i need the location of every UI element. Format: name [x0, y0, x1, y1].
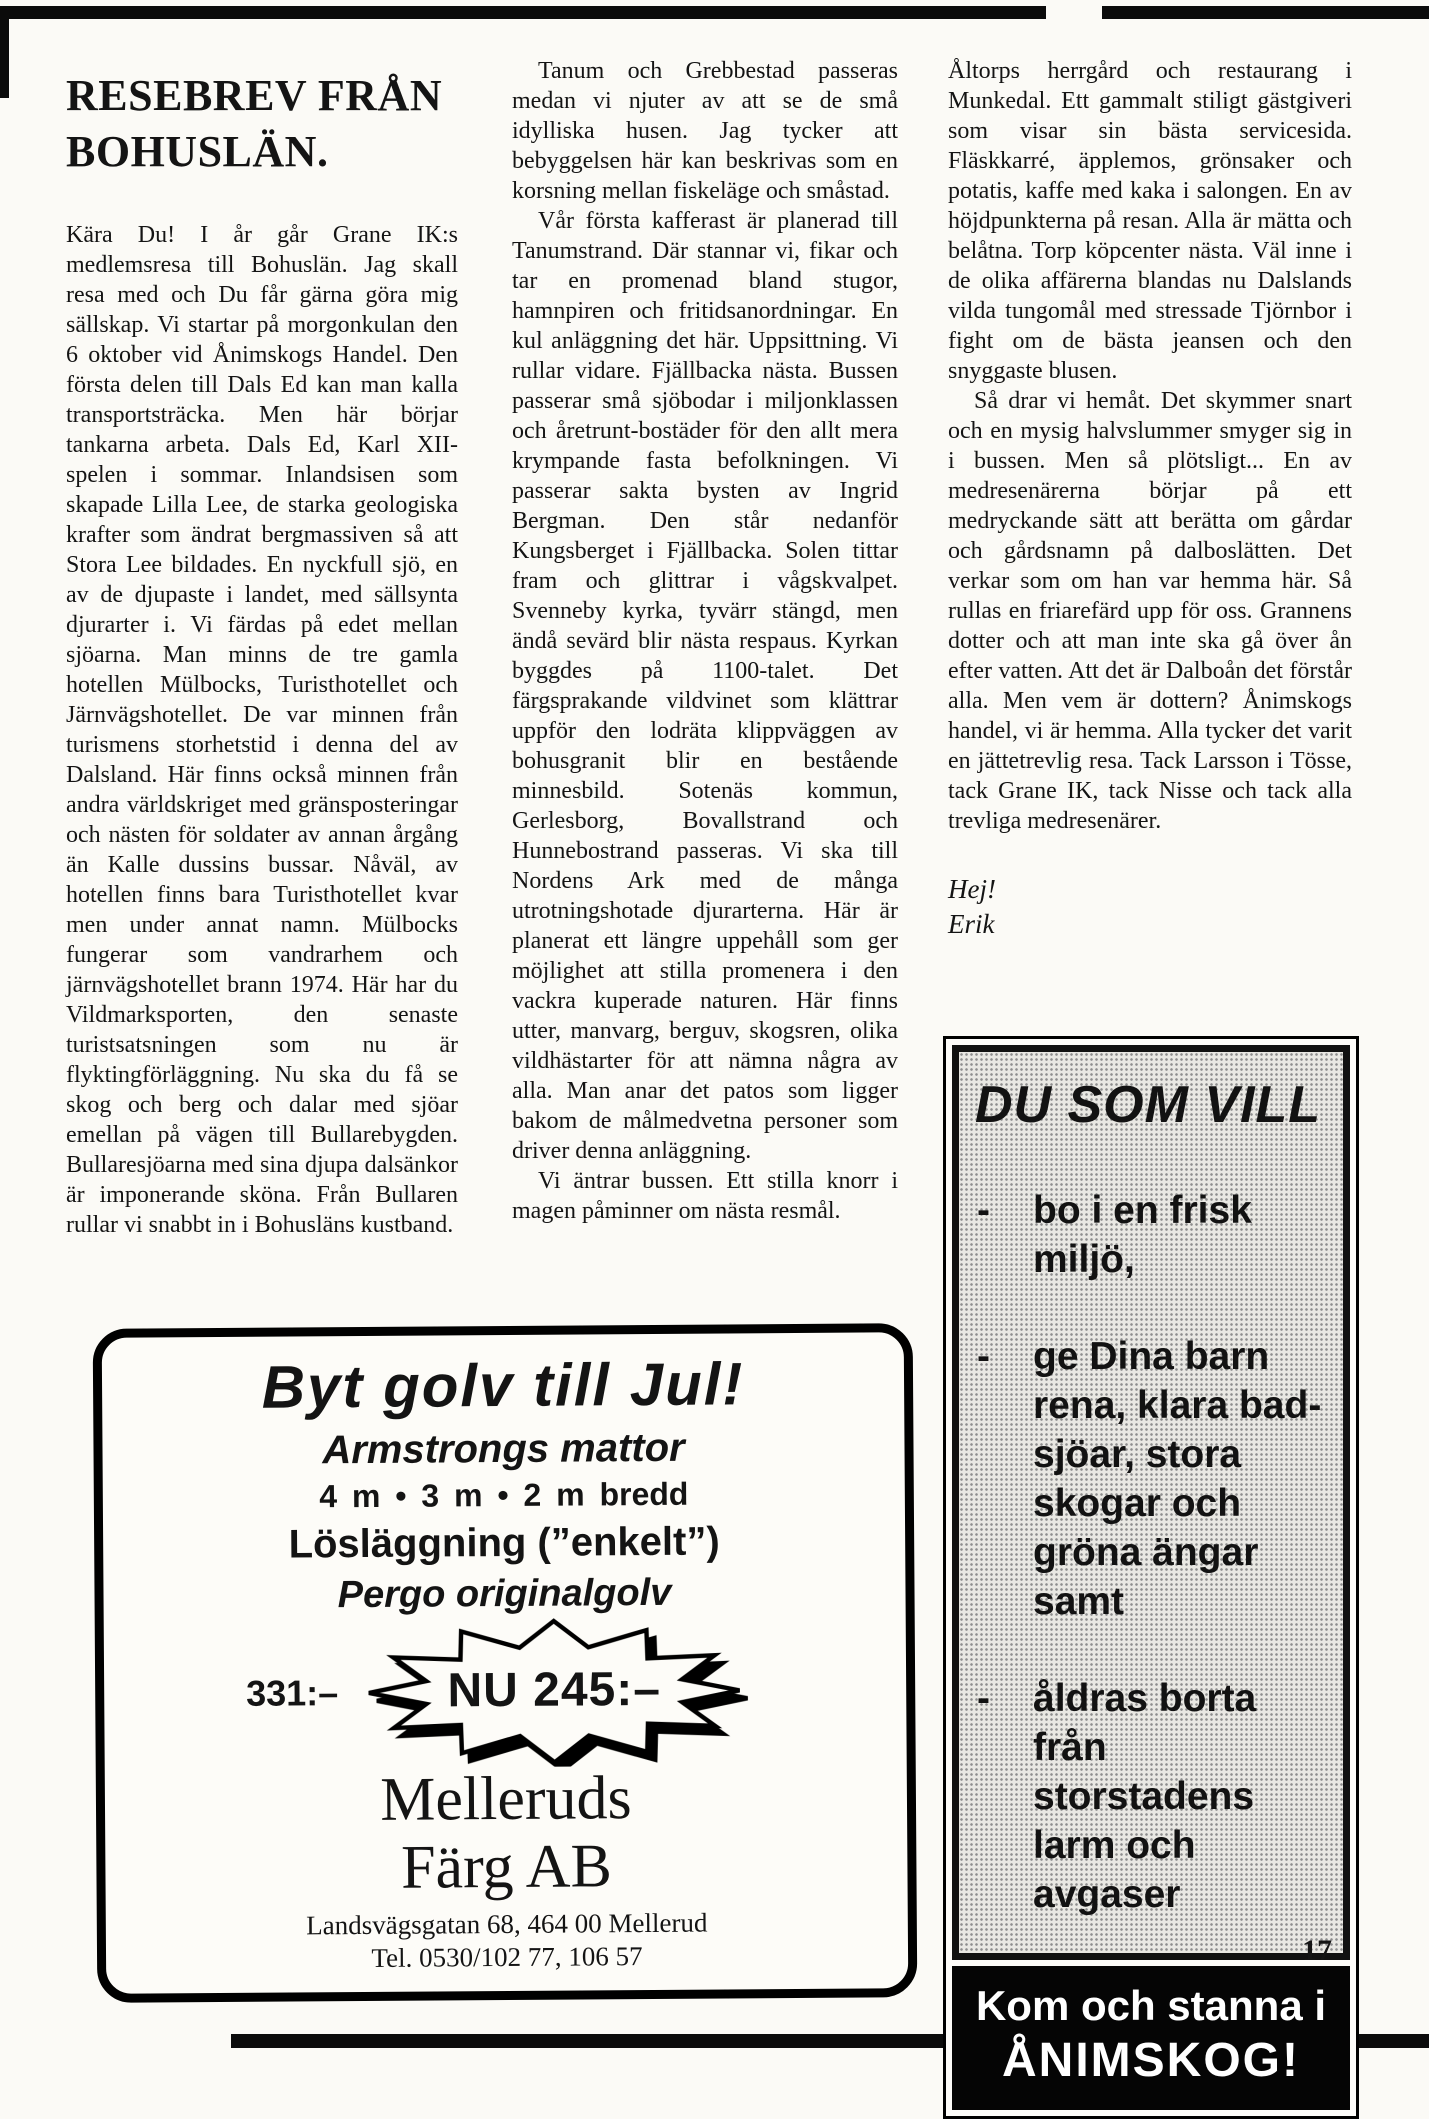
golv-ad-subline-1: Armstrongs mattor — [322, 1425, 685, 1473]
golv-ad-headline: Byt golv till Jul! — [261, 1350, 745, 1421]
article-paragraph: Tanum och Grebbestad passeras medan vi njuter av att se de små idylliska husen. Jag tycker att bebyggelsen här kan beskrivas som en korsning mellan fiskeläge och småstad. — [512, 58, 898, 204]
banner-line-1: Kom och stanna i — [975, 1982, 1327, 2029]
article-paragraph: Vi äntrar bussen. Ett stilla knorr i magen påminner om nästa resmål. — [512, 1168, 898, 1224]
price-starburst — [344, 1615, 765, 1768]
article-title-line-1: RESEBREV FRÅN — [66, 71, 443, 120]
article-column-2 — [512, 56, 898, 1226]
article-title-line-2: BOHUSLÄN. — [66, 127, 329, 176]
animskog-ad-bullet-3 — [969, 1674, 1327, 1919]
bullet-text: åldras borta från storstadens larm och avgaser — [1033, 1677, 1257, 1916]
article-paragraph: Så drar vi hemåt. Det skymmer snart och en mysig halvslummer smyger sig in i bussen. Men så plötsligt... En av medresenärerna börjar på ett medryckande sätt att berätta om gårdar och gårdsnamn på dalboslätten. Det verkar som om han var hemma här. Så rullas en friarefärd upp för oss. Grannens dotter och att man inte ska gå över ån efter vatten. Att det är Dalboån det förstår alla. Men vem är dottern? Ånimskogs handel, vi är hemma. Alla tycker det varit en jättetrevlig resa. Tack Larsson i Tösse, tack Grane IK, tack Nisse och tack alla trevliga medresenärer. — [948, 388, 1352, 834]
company-address: Landsvägsgatan 68, 464 00 Mellerud — [306, 1907, 708, 1941]
animskog-ad-title: DU SOM VILL — [974, 1076, 1322, 1134]
bullet-text: ge Dina barn rena, klara badsjöar, stora skogar och gröna ängar samt — [1033, 1335, 1322, 1623]
left-edge-scan-mark — [0, 10, 9, 98]
article-paragraph: Vår första kafferast är planerad till Tanumstrand. Där stannar vi, fikar och tar en promenad bland stugor, hamnpiren och fritidsanordningar. En kul anläggning det här. Uppsittning. Vi rullar vidare. Fjällbacka nästa. Bussen passerar små sjöbodar i miljonklassen och åretrunt-bostäder för den allt mera krympande fasta befolkningen. Vi passerar sakta bysten av Ingrid Bergman. Den står nedanför Kungsberget i Fjällbacka. Solen tittar fram och glittrar i vågskvalpet. Svenneby kyrka, tyvärr stängd, men ändå sevärd blir nästa respaus. Kyrkan byggdes på 1100-talet. Det färgsprakande vildvinet som klättrar uppför den lodräta klippväggen av bohusgranit blir en bestående minnesbild. Sotenäs kommun, Gerlesborg, Bovallstrand och Hunnebostrand passeras. Vi ska till Nordens Ark med de många utrotningshotade djurarterna. Här är planerat ett längre uppehåll som ger möjlighet att stilla promenera i den vackra kuperade naturen. Här finns utter, manvarg, berguv, skogsren, olika vildhästarter för att nämna några av alla. Man anar det patos som ligger bakom de målmedvetna personer som driver denna anläggning. — [512, 208, 898, 1164]
animskog-ad-body — [959, 1052, 1343, 1953]
animskog-ad-bullet-1 — [969, 1186, 1327, 1284]
banner-line-2: ÅNIMSKOG! — [1002, 2034, 1300, 2087]
bullet-dash: - — [977, 1335, 990, 1378]
animskog-ad-banner — [952, 1966, 1350, 2110]
page-number: 17 — [1302, 1934, 1332, 1967]
golv-ad-frame — [93, 1323, 918, 2003]
article-column-3 — [948, 56, 1352, 942]
golv-ad-subline-4: Pergo originalgolv — [337, 1571, 672, 1617]
bullet-text: bo i en frisk miljö, — [1033, 1189, 1252, 1281]
golv-ad-subline-3: Lösläggning (”enkelt”) — [288, 1519, 720, 1567]
article-paragraph: Åltorps herrgård och restaurang i Munkedal. Ett gammalt stiligt gästgiveri som visar sin bästa servicesida. Fläskkarré, äpplemos, grönsaker och potatis, kaffe med kaka i salongen. En av höjdpunkterna på resan. Alla är mätta och belåtna. Torp köpcenter nästa. Väl inne i de olika affärerna blandas nu Dalslands vilda tungomål med stressade Tjörnbor i fight om de bästa jeansen och den snyggaste blusen. — [948, 58, 1352, 384]
bullet-dash: - — [977, 1677, 990, 1720]
animskog-ad — [943, 1036, 1359, 2119]
company-name-line-2: Färg AB — [400, 1832, 613, 1902]
article-title — [66, 68, 458, 180]
bullet-dash: - — [977, 1189, 990, 1232]
article-signature — [948, 872, 1352, 942]
signature-greeting: Hej! — [948, 874, 996, 904]
animskog-ad-inner-frame — [952, 1045, 1350, 1960]
company-phone: Tel. 0530/102 77, 106 57 — [371, 1941, 643, 1973]
company-name-line-1: Melleruds — [380, 1764, 632, 1834]
top-scan-bar-notch — [1046, 5, 1102, 20]
golv-ad-price-row — [114, 1614, 897, 1769]
old-price: 331:– — [246, 1672, 339, 1714]
animskog-ad-bullet-2 — [969, 1332, 1327, 1626]
animskog-ad-frame — [943, 1036, 1359, 2119]
golv-ad-subline-2: 4 m • 3 m • 2 m bredd — [319, 1475, 689, 1515]
golv-ad — [95, 1326, 915, 2000]
signature-name: Erik — [948, 909, 995, 939]
article-paragraph: Kära Du! I år går Grane IK:s medlemsresa till Bohuslän. Jag skall resa med och Du får gärna göra mig sällskap. Vi startar på morgonkulan den 6 oktober vid Ånimskogs Handel. Den första delen till Dals Ed kan man kalla transportsträcka. Men här börjar tankarna arbeta. Dals Ed, Karl XII-spelen i sommar. Inlandsisen som skapade Lilla Lee, de starka geologiska krafter som ändrat bergmassiven så att Stora Lee bildades. En nyckfull sjö, en av de djupaste i landet, med sällsynta djurarter i. Vi färdas på edet mellan sjöarna. Man minns de tre gamla hotellen Mülbocks, Turisthotellet och Järnvägshotellet. De var minnen från turismens storhetstid i denna del av Dalsland. Här finns också minnen från andra världskriget med gränsposteringar och nästen för soldater av annan årgång än Kalle dussins bussar. Nåväl, av hotellen finns bara Turisthotellet kvar men under annat namn. Mülbocks fungerar som vandrarhem och järnvägshotellet brann 1974. Här har du Vildmarksporten, den senaste turistsatsningen som nu är flyktingförläggning. Nu ska du få se skog och berg och dalar med sjöar emellan på vägen till Bullarebygden. Bullaresjöarna med sina djupa dalsänkor är imponerande sköna. Från Bullaren rullar vi snabbt in i Bohusläns kustband. — [66, 222, 458, 1238]
article-column-1 — [66, 62, 458, 1240]
new-price: NU 245:– — [447, 1662, 662, 1717]
top-scan-bar — [0, 6, 1429, 19]
